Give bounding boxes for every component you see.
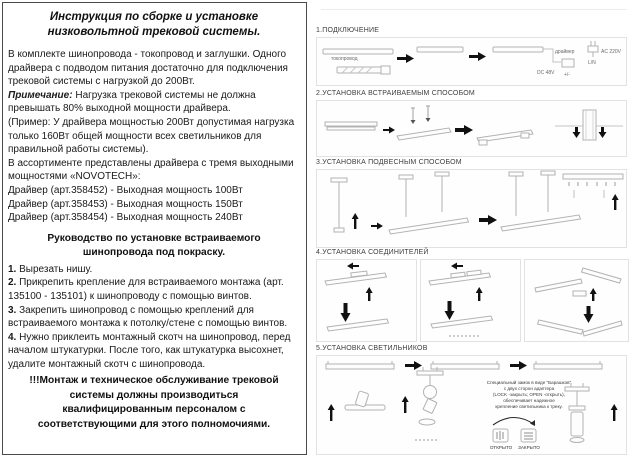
open-label: ОТКРЫТО: [489, 445, 513, 450]
connection-diagram-drawing: [317, 38, 626, 85]
step-item: [8, 263, 300, 277]
arrow-right-icon: [510, 361, 527, 370]
connector-drawing-3: [525, 260, 628, 341]
step-text: Вырезать нишу.: [16, 263, 93, 275]
lock-note-line: обеспечивает надежное: [503, 397, 555, 403]
section-5-heading: 5.УСТАНОВКА СВЕТИЛЬНИКОВ: [316, 345, 428, 352]
connector-drawing-1: [317, 260, 416, 341]
polarity-label: +/-: [564, 72, 570, 78]
curved-arrow-icon: [493, 418, 535, 426]
arrow-down-icon: [584, 306, 594, 323]
track-label: токопровод: [331, 56, 358, 62]
lock-note: [483, 380, 575, 410]
left-text-panel: [2, 2, 307, 455]
closed-label: ЗАКРЫТО: [518, 445, 540, 450]
connection-diagram: [316, 37, 627, 86]
ln-label: L/N: [588, 60, 596, 66]
luminaire-diagram: [316, 355, 627, 455]
step-text: Прикрепить крепление для встраиваемого монтажа (арт. 135100 - 135101) к шинопроводу с помощью винтов.: [8, 277, 284, 302]
arrow-down-icon: [341, 303, 351, 322]
connector-diagram-1: [316, 259, 417, 342]
pendant-mount-drawing: [317, 170, 626, 247]
example-paragraph: (Пример: У драйвера мощностью 200Вт допустимая нагрузка только 160Вт общей мощности всех светильников для правильной работы системы).: [8, 116, 295, 156]
connector-diagrams-row: [316, 259, 629, 342]
step-number: 1.: [8, 263, 17, 275]
connector-diagram-3: [524, 259, 629, 342]
arrow-right-icon: [469, 52, 486, 61]
arrow-right-icon: [405, 361, 422, 370]
connector-diagram-2: [420, 259, 521, 342]
section-3-heading: 3.УСТАНОВКА ПОДВЕСНЫМ СПОСОБОМ: [316, 159, 462, 166]
step-item: [8, 304, 300, 331]
arrow-down-icon: [573, 127, 581, 138]
driver-line: Драйвер (арт.358454) - Выходная мощность 240Вт: [8, 212, 243, 224]
luminaire-drawing: [317, 356, 626, 454]
lock-note-line: крепление светильника к треку.: [495, 403, 563, 409]
recessed-mount-diagram: [316, 100, 627, 157]
driver-label: драйвер: [555, 49, 575, 55]
section-2-heading: 2.УСТАНОВКА ВСТРАИВАЕМЫМ СПОСОБОМ: [316, 90, 475, 97]
step-text: Нужно приклеить монтажный скотч на шинопровод, перед началом штукатурки. После того, как штукатурка высохнет, удалите монтажный скотч с шинопровода.: [8, 331, 291, 370]
arrow-left-icon: [347, 263, 359, 270]
page-edge-line: [321, 9, 627, 10]
arrow-down-icon: [599, 127, 607, 138]
lock-note-line: (LOCK -закрыть; OPEN -открыть),: [493, 391, 565, 397]
guide-title: Руководство по установке встраиваемого шинопровода под покраску.: [47, 232, 261, 258]
step-text: Закрепить шинопровод с помощью креплений для встраиваемого монтажа к потолку/стене с помощью винтов.: [8, 304, 288, 330]
arrow-right-icon: [479, 215, 497, 225]
step-number: 2.: [8, 277, 17, 289]
arrow-right-icon: [371, 223, 383, 230]
driver-line: Драйвер (арт.358452) - Выходная мощность 100Вт: [8, 184, 243, 196]
connector-drawing-2: [421, 260, 520, 341]
driver-line: Драйвер (арт.358453) - Выходная мощность 150Вт: [8, 198, 243, 210]
section-1-heading: 1.ПОДКЛЮЧЕНИЕ: [316, 27, 380, 34]
note-paragraph: [8, 89, 300, 116]
note-label: Примечание:: [8, 89, 73, 101]
dc-voltage-label: DC 48V: [537, 70, 555, 76]
arrow-right-icon: [455, 125, 473, 135]
arrow-right-icon: [397, 54, 414, 63]
warning-text: !!!Монтаж и техническое обслуживание трековой системы должны производиться квалифицированным персоналом с соответствующими для этого полномочиями.: [29, 375, 279, 430]
step-item: [8, 331, 300, 372]
arrow-right-icon: [383, 127, 395, 134]
step-item: [8, 276, 300, 303]
section-4-heading: 4.УСТАНОВКА СОЕДИНИТЕЛЕЙ: [316, 249, 429, 256]
lock-note-line: с двух сторон адаптера: [503, 385, 555, 391]
step-number: 3.: [8, 304, 17, 316]
steps-list: [8, 263, 300, 372]
intro-paragraph: В комплекте шинопровода - токопровод и заглушки. Одного драйвера с подводом питания достаточно для подключения трековой системы с нагрузкой до 200Вт.: [8, 49, 288, 88]
lock-note-line: Специальный замок в виде "Барашков": [486, 380, 572, 385]
right-diagram-panel: [315, 0, 629, 460]
recessed-mount-drawing: [317, 101, 626, 156]
arrow-left-icon: [451, 263, 463, 270]
page-title: Инструкция по сборке и установке низковольтной трековой системы.: [47, 11, 261, 38]
pendant-mount-diagram: [316, 169, 627, 248]
arrow-down-icon: [445, 301, 455, 320]
body-text: [8, 48, 300, 225]
step-number: 4.: [8, 331, 17, 343]
assortment-paragraph: В ассортименте представлены драйвера с тремя выходными мощностями «NOVOTECH»:: [8, 157, 294, 183]
note-text: Нагрузка трековой системы не должна превышать 80% выходной мощности драйвера.: [8, 89, 256, 115]
ac-voltage-label: AC 220V: [601, 49, 622, 55]
